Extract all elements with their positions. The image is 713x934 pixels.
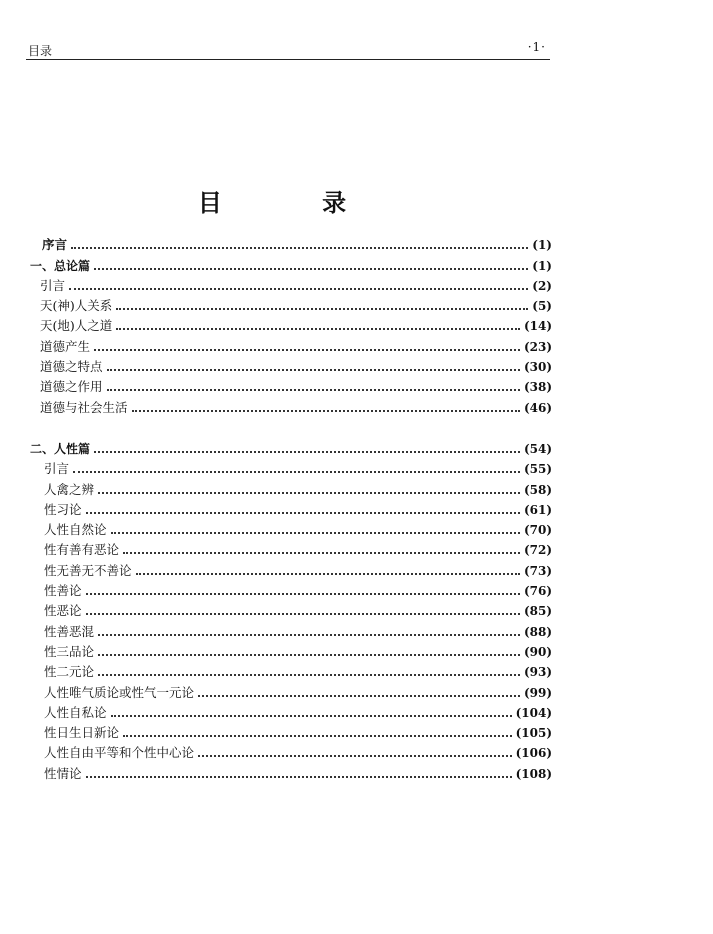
toc-entry-label: 天(神)人关系 bbox=[40, 298, 113, 314]
toc-entry[interactable] bbox=[30, 314, 552, 334]
toc-entry-page: (108) bbox=[515, 766, 552, 781]
toc-entry[interactable] bbox=[30, 701, 552, 721]
toc-entry-label: 道德产生 bbox=[40, 338, 91, 354]
toc-entry[interactable] bbox=[30, 518, 552, 538]
toc-section-entry[interactable] bbox=[30, 437, 552, 457]
dot-leader bbox=[116, 328, 520, 330]
toc-entry-label: 道德之特点 bbox=[40, 359, 103, 375]
toc-entry-label: 引言 bbox=[44, 461, 70, 477]
toc-entry[interactable] bbox=[30, 680, 552, 700]
toc-entry-page: (90) bbox=[523, 644, 552, 659]
toc-entry[interactable] bbox=[30, 498, 552, 518]
toc-entry-label: 人禽之辨 bbox=[44, 481, 95, 497]
dot-leader bbox=[98, 654, 520, 656]
dot-leader bbox=[86, 593, 520, 595]
table-of-contents bbox=[30, 233, 552, 782]
toc-entry-label: 性日生日新论 bbox=[44, 725, 120, 741]
dot-leader bbox=[69, 288, 528, 290]
toc-entry[interactable] bbox=[30, 233, 552, 253]
toc-entry-page: (76) bbox=[523, 584, 552, 599]
running-header-title: 目录 bbox=[28, 44, 53, 58]
page-title: 目 录 bbox=[197, 189, 393, 217]
toc-entry-label: 性恶论 bbox=[44, 603, 82, 619]
toc-entry-page: (1) bbox=[532, 238, 552, 253]
toc-entry-page: (104) bbox=[515, 705, 552, 720]
toc-entry-label: 引言 bbox=[40, 277, 66, 293]
toc-entry-label: 序言 bbox=[42, 237, 68, 253]
toc-entry[interactable] bbox=[30, 619, 552, 639]
dot-leader bbox=[107, 389, 520, 391]
toc-entry-label: 人性唯气质论或性气一元论 bbox=[44, 684, 195, 700]
dot-leader bbox=[111, 715, 512, 717]
toc-entry[interactable] bbox=[30, 579, 552, 599]
dot-leader bbox=[123, 552, 520, 554]
toc-entry[interactable] bbox=[30, 558, 552, 578]
dot-leader bbox=[136, 573, 520, 575]
dot-leader bbox=[111, 532, 520, 534]
header-rule bbox=[26, 59, 550, 60]
toc-entry[interactable] bbox=[30, 334, 552, 354]
toc-section-gap bbox=[30, 416, 552, 437]
dot-leader bbox=[198, 755, 512, 757]
dot-leader bbox=[98, 634, 520, 636]
toc-entry-label: 天(地)人之道 bbox=[40, 318, 113, 334]
toc-entry-label: 二、人性篇 bbox=[30, 441, 91, 456]
dot-leader bbox=[123, 735, 512, 737]
toc-entry[interactable] bbox=[30, 660, 552, 680]
toc-entry-page: (85) bbox=[523, 604, 552, 619]
dot-leader bbox=[98, 674, 520, 676]
toc-entry-label: 性善恶混 bbox=[44, 623, 95, 639]
toc-entry-label: 道德与社会生活 bbox=[40, 399, 128, 415]
toc-entry-label: 人性自然论 bbox=[44, 522, 107, 538]
dot-leader bbox=[94, 268, 528, 270]
running-header bbox=[26, 38, 550, 60]
toc-entry-label: 性善论 bbox=[44, 583, 82, 599]
toc-entry-page: (106) bbox=[515, 746, 552, 761]
toc-entry[interactable] bbox=[30, 599, 552, 619]
toc-entry-label: 人性自私论 bbox=[44, 704, 107, 720]
toc-entry-page: (99) bbox=[523, 685, 552, 700]
toc-entry-page: (23) bbox=[523, 339, 552, 354]
toc-entry[interactable] bbox=[30, 761, 552, 781]
dot-leader bbox=[94, 349, 520, 351]
dot-leader bbox=[98, 492, 520, 494]
toc-entry-page: (58) bbox=[523, 482, 552, 497]
dot-leader bbox=[86, 512, 520, 514]
toc-entry-page: (73) bbox=[523, 563, 552, 578]
page-number: ·1· bbox=[527, 40, 546, 54]
toc-entry-label: 性情论 bbox=[44, 765, 82, 781]
toc-entry-page: (88) bbox=[523, 624, 552, 639]
toc-entry-page: (14) bbox=[523, 319, 552, 334]
dot-leader bbox=[94, 451, 520, 453]
toc-entry-label: 道德之作用 bbox=[40, 379, 103, 395]
toc-entry-page: (93) bbox=[523, 665, 552, 680]
toc-entry-page: (55) bbox=[523, 462, 552, 477]
toc-entry-page: (70) bbox=[523, 523, 552, 538]
toc-entry-page: (105) bbox=[515, 726, 552, 741]
toc-entry-label: 性三品论 bbox=[44, 643, 95, 659]
toc-entry-label: 性习论 bbox=[44, 501, 82, 517]
dot-leader bbox=[107, 369, 520, 371]
dot-leader bbox=[132, 410, 520, 412]
toc-entry-page: (5) bbox=[532, 299, 552, 314]
toc-entry[interactable] bbox=[30, 355, 552, 375]
toc-entry-label: 性二元论 bbox=[44, 664, 95, 680]
toc-entry[interactable] bbox=[30, 741, 552, 761]
dot-leader bbox=[71, 247, 528, 249]
toc-entry[interactable] bbox=[30, 721, 552, 741]
toc-entry-label: 性有善有恶论 bbox=[44, 542, 120, 558]
toc-entry-label: 性无善无不善论 bbox=[44, 562, 132, 578]
toc-entry-page: (46) bbox=[523, 400, 552, 415]
toc-entry-page: (2) bbox=[532, 278, 552, 293]
dot-leader bbox=[116, 308, 528, 310]
toc-entry-page: (1) bbox=[532, 258, 552, 273]
toc-entry-label: 一、总论篇 bbox=[30, 258, 91, 273]
dot-leader bbox=[86, 776, 512, 778]
toc-entry-page: (30) bbox=[523, 360, 552, 375]
toc-section-entry[interactable] bbox=[30, 253, 552, 273]
dot-leader bbox=[86, 613, 520, 615]
toc-entry[interactable] bbox=[30, 477, 552, 497]
toc-entry-page: (38) bbox=[523, 380, 552, 395]
dot-leader bbox=[198, 695, 520, 697]
toc-entry[interactable] bbox=[30, 457, 552, 477]
toc-entry-page: (72) bbox=[523, 543, 552, 558]
toc-entry[interactable] bbox=[30, 538, 552, 558]
toc-entry[interactable] bbox=[30, 294, 552, 314]
toc-entry[interactable] bbox=[30, 395, 552, 415]
toc-entry[interactable] bbox=[30, 375, 552, 395]
dot-leader bbox=[73, 471, 520, 473]
toc-entry[interactable] bbox=[30, 274, 552, 294]
toc-entry-page: (61) bbox=[523, 502, 552, 517]
toc-entry-page: (54) bbox=[523, 441, 552, 456]
toc-entry-label: 人性自由平等和个性中心论 bbox=[44, 745, 195, 761]
toc-entry[interactable] bbox=[30, 640, 552, 660]
